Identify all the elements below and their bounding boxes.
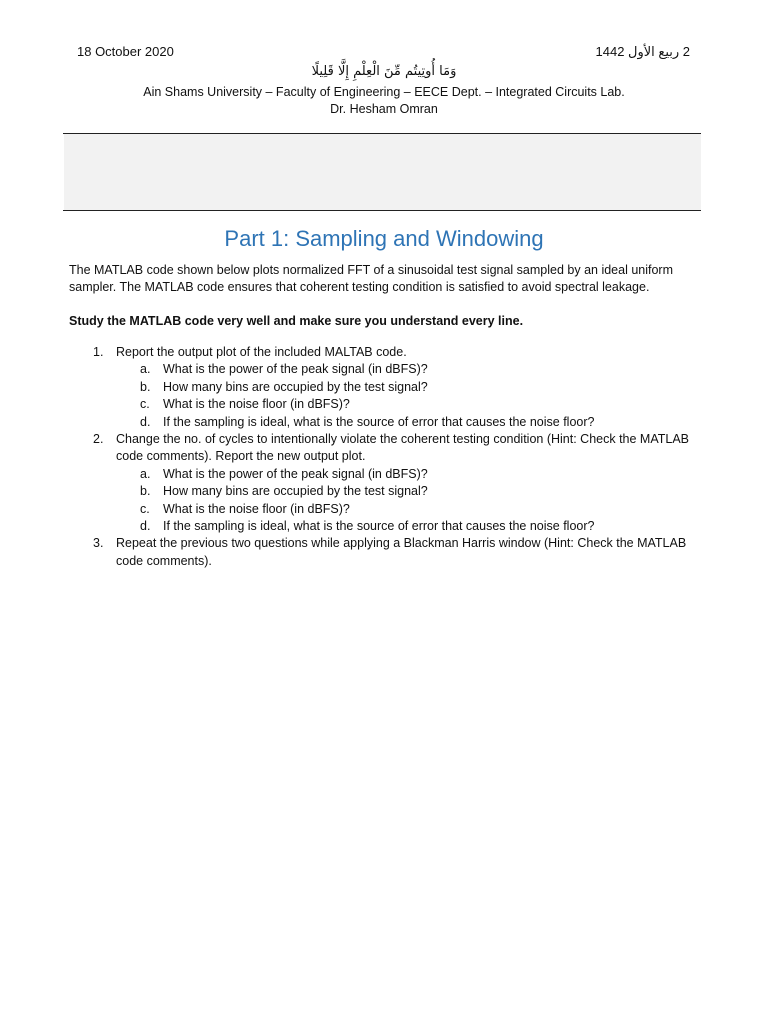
sub-question-letter: a. [140, 466, 151, 481]
sub-question-text: What is the noise floor (in dBFS)? [163, 397, 350, 412]
sub-question-item [116, 518, 709, 535]
affiliation-line: Ain Shams University – Faculty of Engineering – EECE Dept. – Integrated Circuits Lab. [143, 85, 625, 99]
sub-question-text: If the sampling is ideal, what is the source of error that causes the noise floor? [163, 414, 595, 429]
sub-question-letter: d. [140, 414, 151, 429]
sub-question-item [116, 396, 709, 413]
question-number: 3. [93, 536, 104, 551]
affiliation-block [0, 84, 768, 118]
quran-verse: وَمَا أُوتِيتُم مِّنَ الْعِلْمِ إِلَّا قَلِيلًا [311, 64, 457, 79]
sub-question-list [116, 466, 709, 536]
sub-question-item [116, 483, 709, 500]
sub-question-text: What is the noise floor (in dBFS)? [163, 501, 350, 516]
sub-question-list [116, 361, 709, 431]
sub-question-item [116, 466, 709, 483]
sub-question-letter: a. [140, 362, 151, 377]
sub-question-item [116, 501, 709, 518]
sub-question-letter: c. [140, 501, 150, 516]
question-list [69, 344, 709, 570]
sub-question-text: What is the power of the peak signal (in dBFS)? [163, 466, 428, 481]
sub-question-text: If the sampling is ideal, what is the source of error that causes the noise floor? [163, 519, 595, 534]
sub-question-letter: b. [140, 379, 151, 394]
section-title: Part 1: Sampling and Windowing [224, 226, 544, 251]
sub-question-text: What is the power of the peak signal (in dBFS)? [163, 362, 428, 377]
sub-question-letter: d. [140, 519, 151, 534]
instruction-paragraph: Study the MATLAB code very well and make sure you understand every line. [69, 314, 524, 328]
date-gregorian: 18 October 2020 [77, 44, 174, 59]
question-item [69, 431, 709, 535]
author-line: Dr. Hesham Omran [330, 102, 438, 116]
date-hijri: 2 ربيع الأول 1442 [595, 44, 690, 59]
intro-paragraph: The MATLAB code shown below plots normalized FFT of a sinusoidal test signal sampled by an ideal uniform sampler. The MATLAB code ensures that coherent testing condition is satisfied to avoid spectral leakage. [69, 263, 674, 294]
sub-question-letter: c. [140, 397, 150, 412]
shaded-box [64, 134, 701, 210]
question-text: Change the no. of cycles to intentionally violate the coherent testing condition (Hint: Check the MATLAB code comments). Report the new output plot. [116, 432, 690, 464]
sub-question-letter: b. [140, 484, 151, 499]
bottom-divider [63, 210, 701, 211]
question-item [69, 344, 709, 431]
sub-question-text: How many bins are occupied by the test signal? [163, 379, 428, 394]
sub-question-text: How many bins are occupied by the test signal? [163, 484, 428, 499]
sub-question-item [116, 361, 709, 378]
question-text: Report the output plot of the included MALTAB code. [116, 345, 407, 359]
question-text: Repeat the previous two questions while applying a Blackman Harris window (Hint: Check the MATLAB code comments). [116, 536, 687, 568]
question-number: 1. [93, 345, 104, 359]
sub-question-item [116, 379, 709, 396]
question-number: 2. [93, 432, 104, 447]
sub-question-item [116, 414, 709, 431]
question-item [69, 535, 709, 570]
